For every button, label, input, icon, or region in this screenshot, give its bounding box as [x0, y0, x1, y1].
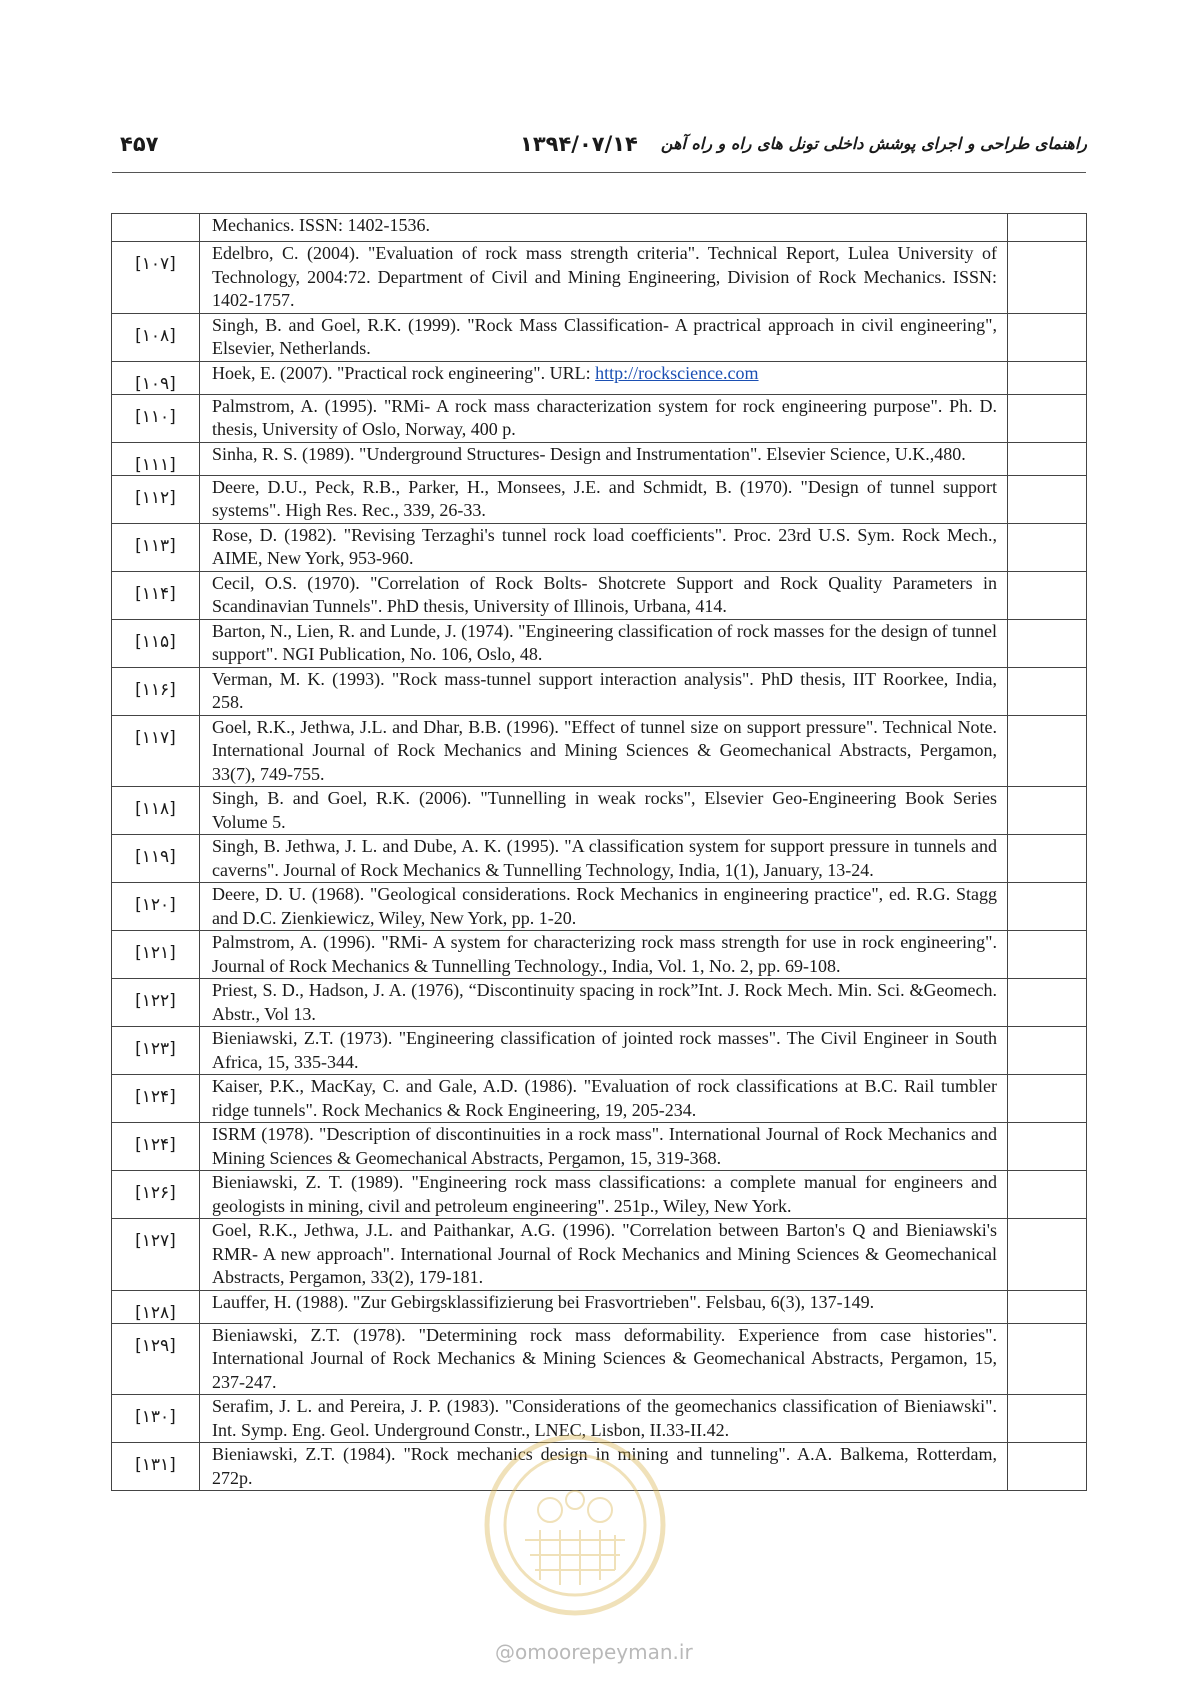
reference-row: [112, 442, 1087, 475]
reference-text-cell: [200, 883, 1008, 931]
reference-number: [۱۱۰]: [135, 406, 176, 427]
reference-text: Deere, D.U., Peck, R.B., Parker, H., Monsees, J.E. and Schmidt, B. (1970). "Design of tunnel support systems". High Res. Rec., 339, 26-33.: [212, 476, 997, 520]
reference-number: [۱۱۷]: [135, 727, 176, 748]
reference-blank-cell: [1008, 787, 1087, 835]
reference-text: Lauffer, H. (1988). "Zur Gebirgsklassifizierung bei Frasvortrieben". Felsbau, 6(3), 137-149.: [212, 1291, 875, 1312]
reference-text: ISRM (1978). "Description of discontinuities in a rock mass". International Journal of Rock Mechanics and Mining Sciences & Geomechanical Abstracts, Pergamon, 15, 319-368.: [212, 1124, 997, 1168]
reference-text-cell: [200, 979, 1008, 1027]
reference-number-cell: [112, 1395, 200, 1443]
reference-number: [۱۲۴]: [135, 1135, 176, 1155]
reference-number: [۱۱۵]: [135, 631, 176, 652]
reference-number-cell: [112, 242, 200, 314]
reference-blank-cell: [1008, 1027, 1087, 1075]
reference-text: Palmstrom, A. (1995). "RMi- A rock mass characterization system for rock engineering purpose". Ph. D. thesis, University of Oslo, Norway, 400 p.: [212, 395, 997, 439]
reference-blank-cell: [1008, 442, 1087, 475]
reference-text-cell: [200, 787, 1008, 835]
page-header: [0, 128, 1191, 168]
reference-number-cell: [112, 667, 200, 715]
reference-number: [۱۲۹]: [135, 1335, 176, 1356]
reference-text: Deere, D. U. (1968). "Geological considerations. Rock Mechanics in engineering practice", ed. R.G. Stagg and D.C. Zienkiewicz, Wiley, New York, pp. 1-20.: [212, 884, 997, 928]
reference-text: Sinha, R. S. (1989). "Underground Structures- Design and Instrumentation". Elsevier Science, U.K.,480.: [212, 443, 966, 464]
reference-text: Cecil, O.S. (1970). "Correlation of Rock Bolts- Shotcrete Support and Rock Quality Parameters in Scandinavian Tunnels". PhD thesis, University of Illinois, Urbana, 414.: [212, 572, 997, 616]
reference-row: [112, 835, 1087, 883]
reference-number: [۱۱۶]: [135, 679, 176, 700]
reference-row: [112, 394, 1087, 442]
reference-number: [۱۲۳]: [135, 1039, 176, 1059]
reference-blank-cell: [1008, 931, 1087, 979]
reference-number: [۱۳۰]: [135, 1407, 176, 1427]
reference-number-cell: [112, 214, 200, 242]
document-date: ۱۳۹۴/۰۷/۱۴: [520, 132, 638, 156]
reference-row: [112, 619, 1087, 667]
reference-text: Rose, D. (1982). "Revising Terzaghi's tunnel rock load coefficients". Proc. 23rd U.S. Sym. Rock Mech., AIME, New York, 953-960.: [212, 524, 997, 568]
reference-number-cell: [112, 883, 200, 931]
reference-row: [112, 931, 1087, 979]
reference-text: Kaiser, P.K., MacKay, C. and Gale, A.D. (1986). "Evaluation of rock classifications at B.C. Rail tumbler ridge tunnels". Rock Mechanics & Rock Engineering, 19, 205-234.: [212, 1076, 997, 1120]
reference-text-cell: [200, 1171, 1008, 1219]
reference-blank-cell: [1008, 242, 1087, 314]
reference-row: [112, 787, 1087, 835]
reference-row: [112, 475, 1087, 523]
reference-number-cell: [112, 313, 200, 361]
reference-number-cell: [112, 979, 200, 1027]
reference-number: [۱۲۲]: [135, 991, 176, 1011]
reference-number-cell: [112, 787, 200, 835]
reference-row: [112, 523, 1087, 571]
reference-number: [۱۲۰]: [135, 895, 176, 915]
reference-blank-cell: [1008, 1171, 1087, 1219]
reference-number-cell: [112, 475, 200, 523]
reference-number-cell: [112, 1027, 200, 1075]
reference-blank-cell: [1008, 394, 1087, 442]
reference-number-cell: [112, 931, 200, 979]
reference-number-cell: [112, 1219, 200, 1291]
reference-text-cell: [200, 667, 1008, 715]
reference-blank-cell: [1008, 313, 1087, 361]
reference-row: [112, 361, 1087, 394]
reference-text-cell: [200, 571, 1008, 619]
reference-text: Verman, M. K. (1993). "Rock mass-tunnel support interaction analysis". PhD thesis, IIT Roorkee, India, 258.: [212, 668, 997, 712]
reference-number: [۱۰۸]: [135, 325, 176, 346]
reference-text-cell: [200, 242, 1008, 314]
reference-text: Singh, B. and Goel, R.K. (1999). "Rock Mass Classification- A practrical approach in civil engineering", Elsevier, Netherlands.: [212, 314, 997, 358]
reference-blank-cell: [1008, 523, 1087, 571]
reference-row: [112, 1123, 1087, 1171]
reference-row: [112, 1323, 1087, 1395]
reference-number: [۱۲۶]: [135, 1183, 176, 1203]
reference-text: Bieniawski, Z. T. (1989). "Engineering rock mass classifications: a complete manual for engineers and geologists in mining, civil and petroleum engineering". 251p., Wiley, New York.: [212, 1172, 997, 1216]
reference-text-cell: [200, 475, 1008, 523]
reference-number: [۱۱۱]: [135, 454, 176, 475]
reference-row: [112, 1290, 1087, 1323]
reference-text-cell: [200, 313, 1008, 361]
references-table: [111, 213, 1087, 1491]
reference-number: [۱۰۷]: [135, 254, 176, 274]
reference-text: Hoek, E. (2007). "Practical rock engineering". URL:: [212, 362, 596, 383]
reference-text: Goel, R.K., Jethwa, J.L. and Dhar, B.B. (1996). "Effect of tunnel size on support pressure". Technical Note. International Journal of Rock Mechanics and Mining Sciences & Geomechanical Abstracts, Pergamon, 33(7), 749-755.: [212, 716, 997, 784]
header-divider: [112, 172, 1086, 173]
reference-row: [112, 242, 1087, 314]
reference-text: Singh, B. and Goel, R.K. (2006). "Tunnelling in weak rocks", Elsevier Geo-Engineering Book Series Volume 5.: [212, 788, 997, 832]
reference-row: [112, 1027, 1087, 1075]
reference-text-cell: [200, 931, 1008, 979]
reference-text: Barton, N., Lien, R. and Lunde, J. (1974). "Engineering classification of rock masses for the design of tunnel support". NGI Publication, No. 106, Oslo, 48.: [212, 620, 997, 664]
reference-number-cell: [112, 571, 200, 619]
reference-number: [۱۱۴]: [135, 583, 176, 604]
reference-blank-cell: [1008, 835, 1087, 883]
reference-blank-cell: [1008, 979, 1087, 1027]
reference-row: [112, 313, 1087, 361]
reference-number: [۱۱۹]: [135, 847, 176, 867]
reference-text: Priest, S. D., Hadson, J. A. (1976), “Discontinuity spacing in rock”Int. J. Rock Mech. Min. Sci. &Geomech. Abstr., Vol 13.: [212, 980, 997, 1024]
reference-text-cell: [200, 214, 1008, 242]
reference-number: [۱۱۲]: [135, 487, 176, 508]
reference-blank-cell: [1008, 475, 1087, 523]
reference-row: [112, 883, 1087, 931]
reference-number-cell: [112, 394, 200, 442]
reference-text-cell: [200, 361, 1008, 394]
reference-row: [112, 571, 1087, 619]
reference-blank-cell: [1008, 1075, 1087, 1123]
reference-number-cell: [112, 1290, 200, 1323]
reference-number-cell: [112, 442, 200, 475]
reference-blank-cell: [1008, 1123, 1087, 1171]
reference-text: Serafim, J. L. and Pereira, J. P. (1983). "Considerations of the geomechanics classification of Bieniawski". Int. Symp. Eng. Geol. Underground Constr., LNEC, Lisbon, II.33-II.42.: [212, 1396, 997, 1440]
reference-number-cell: [112, 1123, 200, 1171]
reference-row: [112, 1075, 1087, 1123]
reference-text: Palmstrom, A. (1996). "RMi- A system for characterizing rock mass strength for use in rock engineering". Journal of Rock Mechanics & Tunnelling Technology., India, Vol. 1, No. 2, pp. 69-108.: [212, 932, 997, 976]
reference-blank-cell: [1008, 1443, 1087, 1491]
page-number: ۴۵۷: [120, 132, 159, 156]
reference-text-cell: [200, 442, 1008, 475]
reference-blank-cell: [1008, 214, 1087, 242]
reference-text-cell: [200, 1290, 1008, 1323]
reference-text: Bieniawski, Z.T. (1973). "Engineering classification of jointed rock masses". The Civil Engineer in South Africa, 15, 335-344.: [212, 1028, 997, 1072]
reference-text-cell: [200, 835, 1008, 883]
reference-number: [۱۲۷]: [135, 1231, 176, 1251]
reference-blank-cell: [1008, 619, 1087, 667]
reference-blank-cell: [1008, 571, 1087, 619]
reference-row: [112, 214, 1087, 242]
reference-blank-cell: [1008, 1395, 1087, 1443]
reference-url-link[interactable]: http://rockscience.com: [595, 362, 759, 383]
reference-text-cell: [200, 715, 1008, 787]
reference-number: [۱۳۱]: [135, 1455, 176, 1475]
reference-text-cell: [200, 523, 1008, 571]
reference-number: [۱۱۸]: [135, 799, 176, 819]
reference-number-cell: [112, 523, 200, 571]
reference-text-cell: [200, 1075, 1008, 1123]
reference-blank-cell: [1008, 1323, 1087, 1395]
reference-number-cell: [112, 619, 200, 667]
reference-row: [112, 979, 1087, 1027]
reference-blank-cell: [1008, 361, 1087, 394]
reference-text: Edelbro, C. (2004). "Evaluation of rock mass strength criteria". Technical Report, Lulea University of Technology, 2004:72. Department of Civil and Mining Engineering, Division of Rock Mechanics. ISSN: 1402-1757.: [212, 243, 997, 310]
reference-number: [۱۲۴]: [135, 1087, 176, 1107]
reference-text-cell: [200, 1219, 1008, 1291]
reference-row: [112, 667, 1087, 715]
document-title: راهنمای طراحی و اجرای پوشش داخلی تونل های راه و راه آهن: [660, 134, 1087, 153]
reference-blank-cell: [1008, 1290, 1087, 1323]
reference-number-cell: [112, 1171, 200, 1219]
reference-text: Singh, B. Jethwa, J. L. and Dube, A. K. (1995). "A classification system for support pressure in tunnels and caverns". Journal of Rock Mechanics & Tunnelling Technology, India, 1(1), January, 13-24.: [212, 836, 997, 880]
references-body: [112, 214, 1087, 1491]
reference-number: [۱۲۱]: [135, 943, 176, 963]
reference-number-cell: [112, 361, 200, 394]
reference-row: [112, 715, 1087, 787]
reference-row: [112, 1171, 1087, 1219]
reference-text-cell: [200, 1027, 1008, 1075]
reference-text: Goel, R.K., Jethwa, J.L. and Paithankar, A.G. (1996). "Correlation between Barton's Q and Bieniawski's RMR- A new approach". International Journal of Rock Mechanics and Mining Sciences & Geomechanical Abstracts, Pergamon, 33(2), 179-181.: [212, 1220, 997, 1287]
seal-stamp-watermark: [480, 1430, 670, 1620]
reference-blank-cell: [1008, 715, 1087, 787]
reference-row: [112, 1219, 1087, 1291]
reference-number-cell: [112, 835, 200, 883]
reference-blank-cell: [1008, 883, 1087, 931]
reference-text: Mechanics. ISSN: 1402-1536.: [212, 215, 430, 235]
reference-text: Bieniawski, Z.T. (1978). "Determining rock mass deformability. Experience from case histories". International Journal of Rock Mechanics & Mining Sciences & Geomechanical Abstracts, Pergamon, 15, 237-247.: [212, 1324, 997, 1392]
reference-blank-cell: [1008, 1219, 1087, 1291]
reference-number: [۱۱۳]: [135, 535, 176, 556]
reference-number-cell: [112, 1443, 200, 1491]
reference-number: [۱۰۹]: [135, 373, 176, 394]
reference-number-cell: [112, 1323, 200, 1395]
reference-text-cell: [200, 394, 1008, 442]
reference-text-cell: [200, 1323, 1008, 1395]
reference-text: Bieniawski, Z.T. (1984). "Rock mechanics design in mining and tunneling". A.A. Balkema, Rotterdam, 272p.: [212, 1444, 997, 1488]
reference-number-cell: [112, 1075, 200, 1123]
reference-text-cell: [200, 619, 1008, 667]
reference-number: [۱۲۸]: [135, 1302, 176, 1323]
reference-number-cell: [112, 715, 200, 787]
footer-watermark: @omoorepeyman.ir: [495, 1640, 693, 1664]
reference-blank-cell: [1008, 667, 1087, 715]
reference-text-cell: [200, 1123, 1008, 1171]
